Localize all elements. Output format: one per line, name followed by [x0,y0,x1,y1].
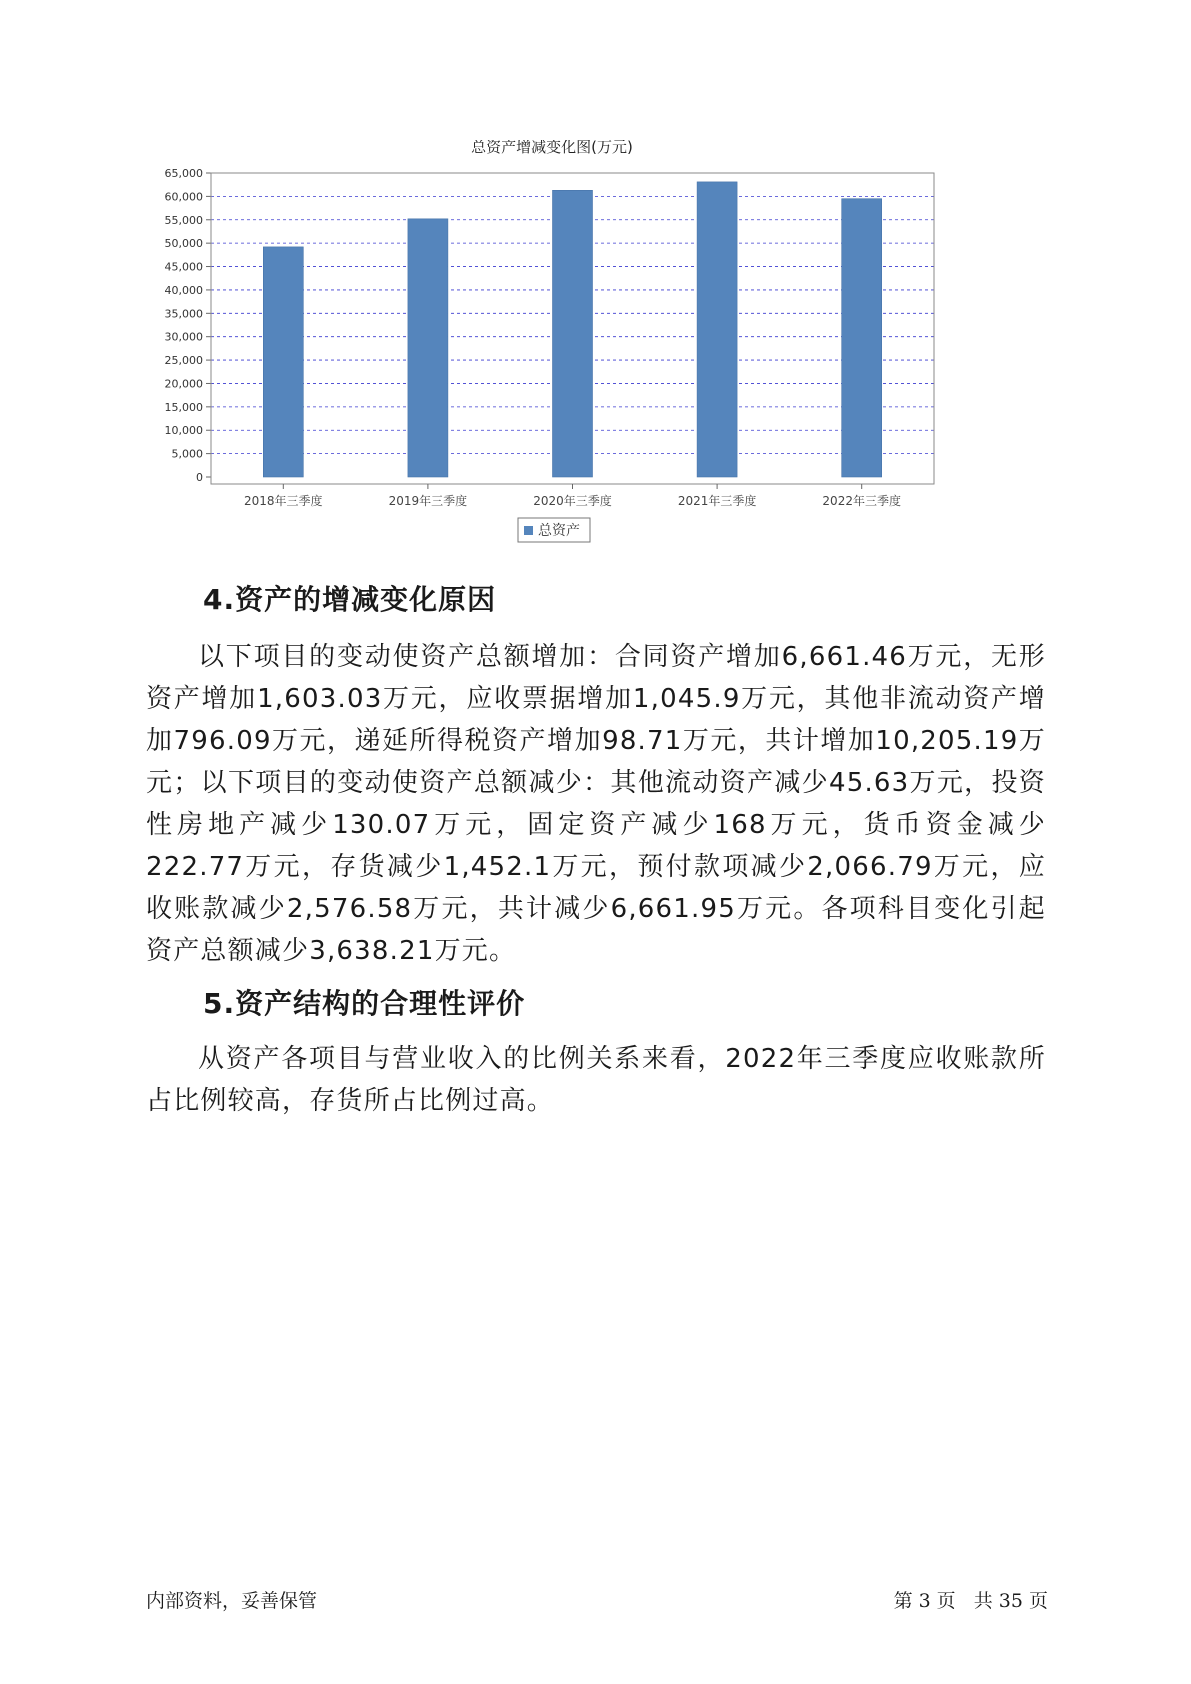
y-tick-label: 20,000 [164,377,203,391]
y-tick-label: 40,000 [164,283,203,297]
bar [553,190,593,477]
total-prefix: 共 [973,1590,993,1612]
bar [697,182,737,477]
y-tick-label: 0 [196,471,203,484]
y-tick-label: 50,000 [164,237,203,251]
y-tick-label: 45,000 [164,260,203,274]
section-4-heading: 4.资产的增减变化原因 [203,583,497,616]
y-tick-label: 60,000 [164,190,203,204]
section-5-paragraph: 从资产各项目与营业收入的比例关系来看，2022年三季度应收账款所占比例较高，存货所占比例过高。 [146,1044,1046,1116]
legend [518,518,590,542]
legend-swatch [524,526,533,535]
x-tick-label: 2019年三季度 [388,494,468,508]
total-assets-chart [150,140,1030,600]
total-suffix: 页 [1028,1590,1048,1612]
y-tick-label: 30,000 [164,330,203,344]
y-tick-label: 25,000 [164,354,203,368]
x-tick-label: 2020年三季度 [533,494,612,508]
y-tick-label: 35,000 [164,307,203,321]
y-tick-label: 5,000 [171,447,203,461]
page-suffix: 页 [936,1590,956,1612]
x-axis [244,484,901,508]
y-tick-label: 15,000 [164,400,203,414]
bar [263,247,303,477]
y-axis [165,167,212,484]
x-tick-label: 2018年三季度 [244,494,323,508]
chart-title: 总资产增减变化图(万元) [471,140,633,156]
legend-label: 总资产 [538,523,580,539]
bar [408,219,448,477]
total-pages: 35 [998,1590,1023,1612]
footer-page-info [891,1586,1051,1613]
bar-series [263,182,881,477]
y-tick-label: 10,000 [164,424,203,438]
footer-confidential-note: 内部资料，妥善保管 [146,1590,318,1612]
bar [842,199,882,477]
section-5-heading: 5.资产结构的合理性评价 [203,987,526,1020]
page-number: 3 [918,1590,931,1612]
y-tick-label: 65,000 [164,167,203,180]
x-tick-label: 2022年三季度 [822,494,901,508]
page-prefix: 第 [893,1590,913,1612]
y-tick-label: 55,000 [164,213,203,227]
section-4-paragraph: 以下项目的变动使资产总额增加：合同资产增加6,661.46万元，无形资产增加1,603.03万元，应收票据增加1,045.9万元，其他非流动资产增加796.09万元，递延所得税资产增加98.71万元，共计增加10,205.19万元；以下项目的变动使资产总额减少：其他流动资产减少45.63万元，投资性房地产减少130.07万元，固定资产减少168万元，货币资金减少222.77万元，存货减少1,452.1万元，预付款项减少2,066.79万元，应收账款减少2,576.58万元，共计减少6,661.95万元。各项科目变化引起资产总额减少3,638.21万元。 [146,642,1046,966]
x-tick-label: 2021年三季度 [677,494,757,508]
